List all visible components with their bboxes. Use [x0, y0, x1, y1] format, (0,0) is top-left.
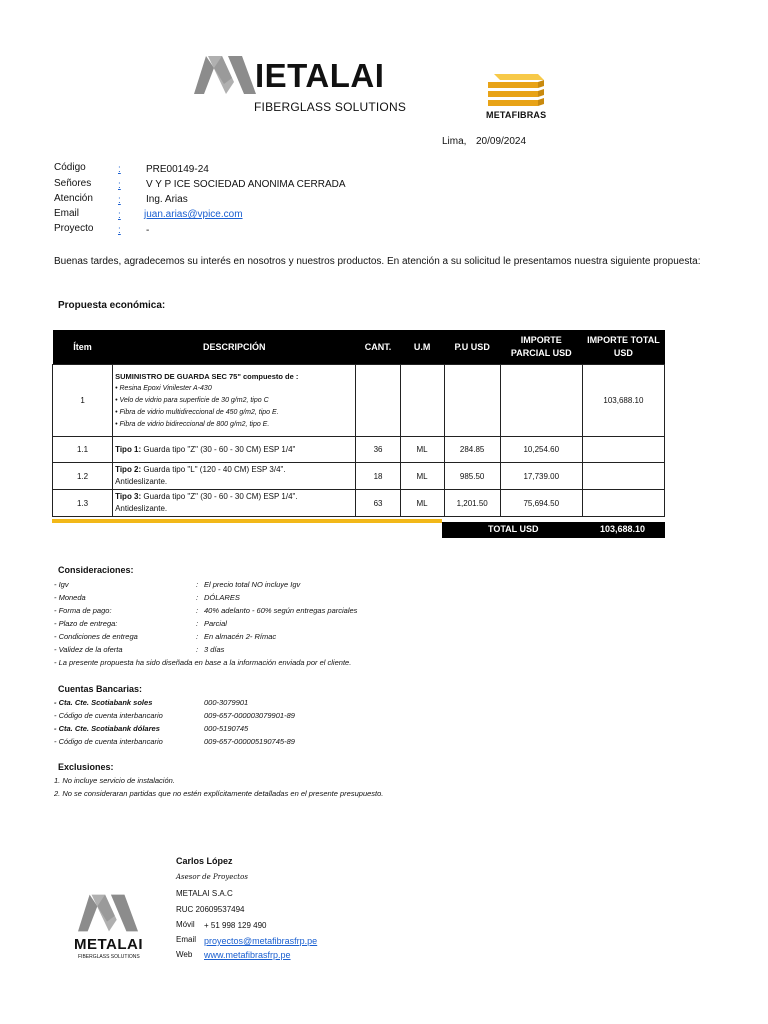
metafibras-logo [484, 72, 548, 122]
bank-value: 000-3079901 [204, 698, 249, 707]
bank-value: 009-657-000003079901-89 [204, 711, 295, 720]
info-label-codigo: Código [54, 162, 86, 173]
footer-logo-name: METALAI [74, 936, 144, 953]
client-email-link[interactable]: juan.arias@vpice.com [144, 209, 243, 220]
col-header-pu: P.U USD [444, 330, 500, 365]
bank-label: - Código de cuenta interbancario [54, 737, 163, 746]
info-label-email: Email [54, 208, 80, 219]
consideration-colon: : [196, 619, 199, 628]
list-item: • Resina Epoxi Vinilester A-430 [115, 384, 212, 392]
consideration-note: - La presente propuesta ha sido diseñada en base a la información enviada por el cliente. [54, 658, 352, 667]
info-label-senores: Señores [54, 178, 92, 189]
cell-pu [444, 365, 500, 437]
cell-total [582, 437, 664, 463]
cell-um: ML [400, 463, 444, 490]
consideration-colon: : [196, 632, 199, 641]
metafibras-text: METAFIBRAS [486, 110, 547, 120]
cell-description [113, 490, 356, 517]
bank-label: - Código de cuenta interbancario [54, 711, 163, 720]
consideration-value: En almacén 2- Rímac [204, 632, 277, 641]
consideration-colon: : [196, 645, 199, 654]
footer-logo-tagline: FIBERGLASS SOLUTIONS [78, 954, 140, 960]
movil-value: + 51 998 129 490 [204, 921, 267, 930]
table-header-row [53, 330, 665, 365]
cell-um: ML [400, 437, 444, 463]
table-row [53, 437, 665, 463]
table-row-main [53, 365, 665, 437]
document-date: 20/09/2024 [476, 136, 527, 147]
cell-parcial: 10,254.60 [500, 437, 582, 463]
list-item: • Fibra de vidrio multidireccional de 450 g/m2, tipo E. [115, 408, 279, 416]
items-table [52, 330, 665, 517]
brand-tagline: FIBERGLASS SOLUTIONS [254, 100, 407, 114]
cell-um [400, 365, 444, 437]
col-header-item: Ítem [53, 330, 113, 365]
consideration-colon: : [196, 580, 199, 589]
cell-total [582, 490, 664, 517]
cell-cant: 36 [356, 437, 400, 463]
signer-name: Carlos López [176, 856, 233, 866]
client-info [54, 162, 454, 242]
cell-total [582, 463, 664, 490]
cell-description [113, 437, 356, 463]
intro-paragraph: Buenas tardes, agradecemos su interés en nosotros y nuestros productos. En atención a su solicitud le presentamos nuestra siguiente propuesta: [54, 256, 701, 267]
info-colon: : [118, 180, 121, 191]
consideration-label: - Moneda [54, 593, 86, 602]
info-value-proyecto: - [146, 225, 150, 236]
col-header-descripcion: DESCRIPCIÓN [113, 330, 356, 365]
company-ruc: RUC 20609537494 [176, 905, 245, 914]
info-value-atencion: Ing. Arias [146, 194, 188, 205]
cell-um: ML [400, 490, 444, 517]
cell-cant [356, 365, 400, 437]
row-desc: Guarda tipo "Z" (30 - 60 - 30 CM) ESP 1/4". [141, 492, 298, 501]
metalai-m-icon [194, 54, 256, 94]
consideration-value: 3 días [204, 645, 225, 654]
table-accent-line [52, 519, 442, 523]
row-desc-2: Antideslizante. [115, 477, 168, 486]
consideration-colon: : [196, 606, 199, 615]
cell-description [113, 365, 356, 437]
metafibras-bars-icon [486, 72, 544, 108]
bank-title: Cuentas Bancarias: [58, 684, 143, 694]
row-tipo: Tipo 3: [115, 492, 142, 501]
email-label: Email [176, 935, 197, 944]
cell-item: 1 [53, 365, 113, 437]
table-row [53, 463, 665, 490]
movil-label: Móvil [176, 920, 195, 929]
cell-parcial: 75,694.50 [500, 490, 582, 517]
info-colon: : [118, 225, 121, 236]
total-value: 103,688.10 [600, 524, 646, 534]
signature-block [176, 856, 476, 966]
col-header-importe-total: IMPORTE TOTAL USD [582, 330, 664, 365]
proposal-title: Propuesta económica: [58, 300, 166, 311]
col-header-um: U.M [400, 330, 444, 365]
row-tipo: Tipo 2: [115, 465, 142, 474]
website-link[interactable]: www.metafibrasfrp.pe [204, 950, 291, 960]
consideration-value: 40% adelanto - 60% según entregas parciales [204, 606, 358, 615]
info-label-proyecto: Proyecto [54, 223, 94, 234]
consideration-value: El precio total NO incluye Igv [204, 580, 301, 589]
consideration-colon: : [196, 593, 199, 602]
bank-label: - Cta. Cte. Scotiabank dólares [54, 724, 160, 733]
main-item-title: SUMINISTRO DE GUARDA SEC 75" compuesto de : [115, 371, 299, 381]
metalai-m-icon [78, 892, 138, 932]
signer-role: Asesor de Proyectos [176, 873, 248, 881]
consideration-label: - Forma de pago: [54, 606, 112, 615]
cell-pu: 985.50 [444, 463, 500, 490]
material-list [115, 383, 353, 431]
signature-email-link[interactable]: proyectos@metafibrasfrp.pe [204, 936, 318, 946]
row-desc: Guarda tipo "Z" (30 - 60 - 30 CM) ESP 1/4" [141, 444, 296, 454]
info-value-codigo: PRE00149-24 [146, 164, 209, 175]
row-desc-2: Antideslizante. [115, 504, 168, 513]
footer-logo [72, 892, 154, 964]
exclusions-title: Exclusiones: [58, 762, 114, 772]
consideration-label: - Plazo de entrega: [54, 619, 118, 628]
cell-total: 103,688.10 [582, 365, 664, 437]
cell-pu: 284.85 [444, 437, 500, 463]
row-desc: Guarda tipo "L" (120 - 40 CM) ESP 3/4". [141, 465, 286, 474]
col-header-cant: CANT. [356, 330, 400, 365]
cell-parcial: 17,739.00 [500, 463, 582, 490]
bank-list [54, 698, 554, 752]
brand-name: IETALAI [255, 57, 385, 94]
bank-label: - Cta. Cte. Scotiabank soles [54, 698, 153, 707]
consideration-label: - Validez de la oferta [54, 645, 123, 654]
exclusion-item: 1. No incluye servicio de instalación. [54, 776, 175, 785]
city-label: Lima, [442, 136, 467, 147]
company-name: METALAI S.A.C [176, 889, 233, 898]
total-label: TOTAL USD [488, 524, 539, 534]
considerations-title: Consideraciones: [58, 565, 134, 575]
row-tipo: Tipo 1: [115, 444, 142, 454]
cell-parcial [500, 365, 582, 437]
cell-cant: 18 [356, 463, 400, 490]
metalai-logo [194, 52, 407, 118]
table-row [53, 490, 665, 517]
info-label-atencion: Atención [54, 193, 93, 204]
consideration-label: - Igv [54, 580, 69, 589]
web-label: Web [176, 950, 193, 959]
consideration-value: Parcial [204, 619, 227, 628]
info-colon: : [118, 164, 121, 175]
exclusion-item: 2. No se consideraran partidas que no estén explícitamente detalladas en el presente presupuesto. [54, 789, 384, 798]
bank-value: 000-5190745 [204, 724, 249, 733]
cell-cant: 63 [356, 490, 400, 517]
info-colon: : [118, 195, 121, 206]
list-item: • Velo de vidrio para superficie de 30 g/m2, tipo C [115, 396, 269, 404]
cell-item: 1.1 [53, 437, 113, 463]
info-value-senores: V Y P ICE SOCIEDAD ANONIMA CERRADA [146, 179, 346, 190]
info-colon: : [118, 210, 121, 221]
bank-value: 009-657-000005190745-89 [204, 737, 295, 746]
col-header-importe-parcial: IMPORTE PARCIAL USD [500, 330, 582, 365]
cell-item: 1.3 [53, 490, 113, 517]
total-bar [442, 522, 665, 538]
consideration-value: DÓLARES [204, 593, 240, 602]
considerations-list [54, 580, 694, 670]
consideration-label: - Condiciones de entrega [54, 632, 138, 641]
list-item: • Fibra de vidrio bidireccional de 800 g/m2, tipo E. [115, 420, 270, 428]
cell-item: 1.2 [53, 463, 113, 490]
cell-description [113, 463, 356, 490]
cell-pu: 1,201.50 [444, 490, 500, 517]
